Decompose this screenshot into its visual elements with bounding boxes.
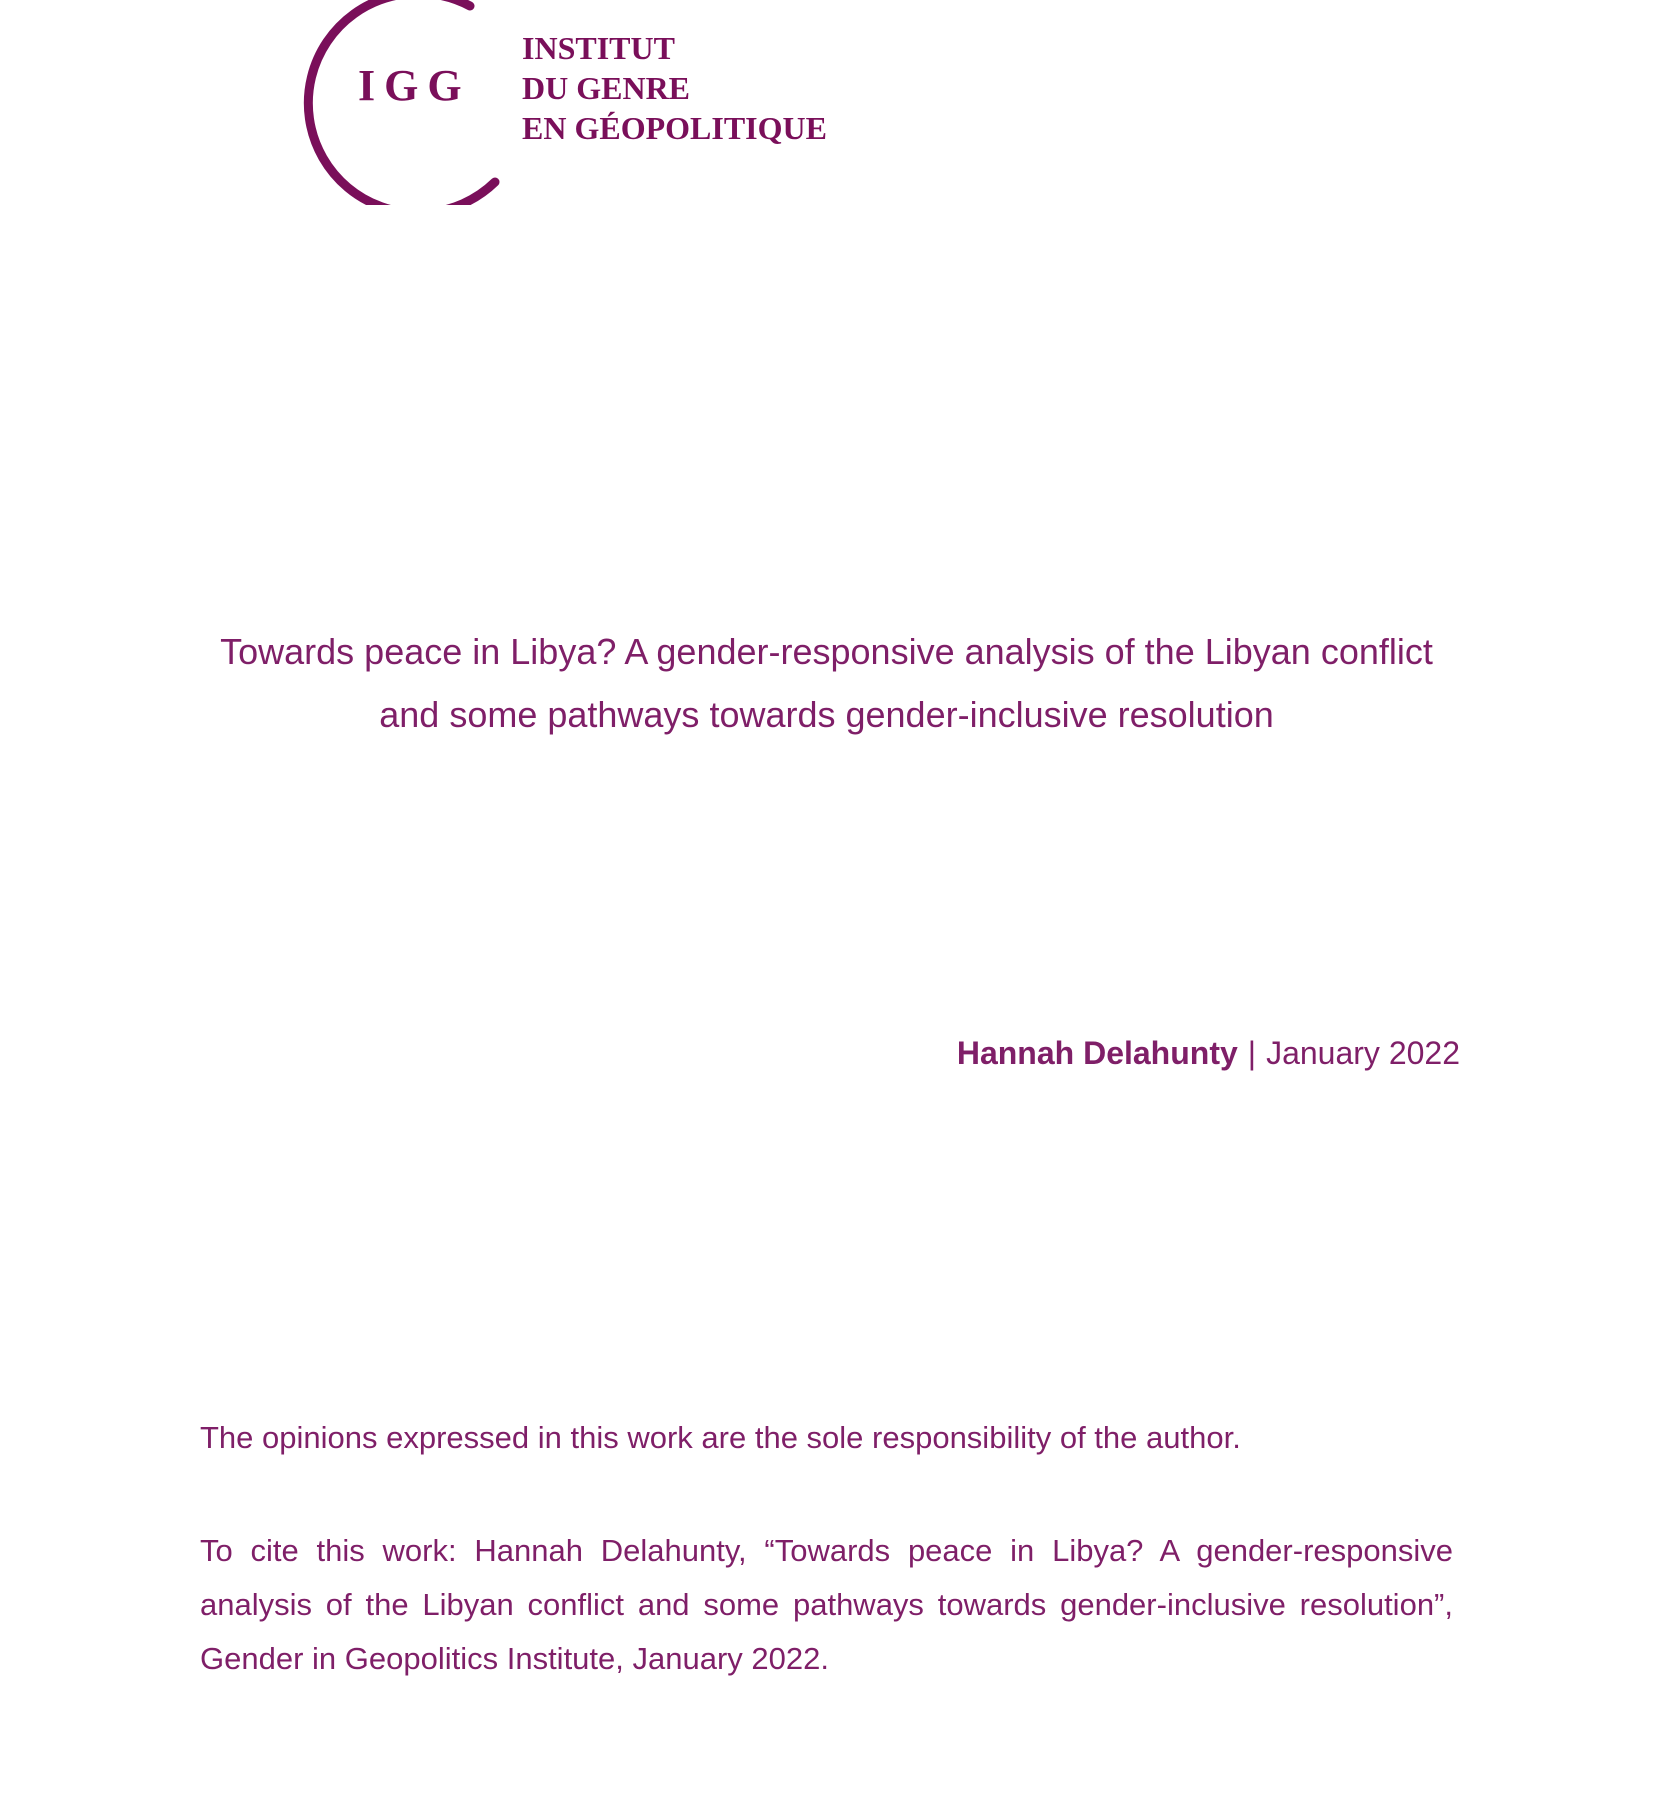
byline-separator: | <box>1247 1035 1257 1071</box>
logo-line-2: DU GENRE <box>522 70 691 106</box>
citation-text: To cite this work: Hannah Delahunty, “Towards peace in Libya? A gender-responsive analysis of the Libyan conflict and some pathways towards gender-inclusive resolution”, Gender in Geopolitics Institute, January 2022. <box>200 1533 1453 1676</box>
publication-date: January 2022 <box>1266 1035 1460 1071</box>
logo-initials: IGG <box>358 61 471 110</box>
disclaimer-text: The opinions expressed in this work are the sole responsibility of the author. <box>200 1420 1241 1455</box>
logo-line-1: INSTITUT <box>522 30 675 66</box>
igg-logo <box>290 0 850 205</box>
logo-wordmark <box>522 28 827 148</box>
logo-line-3: EN GÉOPOLITIQUE <box>522 110 827 146</box>
byline <box>957 1035 1460 1072</box>
document-title: Towards peace in Libya? A gender-responsive analysis of the Libyan conflict and some pathways towards gender-inclusive resolution <box>220 631 1433 735</box>
author-name: Hannah Delahunty <box>956 1035 1238 1071</box>
